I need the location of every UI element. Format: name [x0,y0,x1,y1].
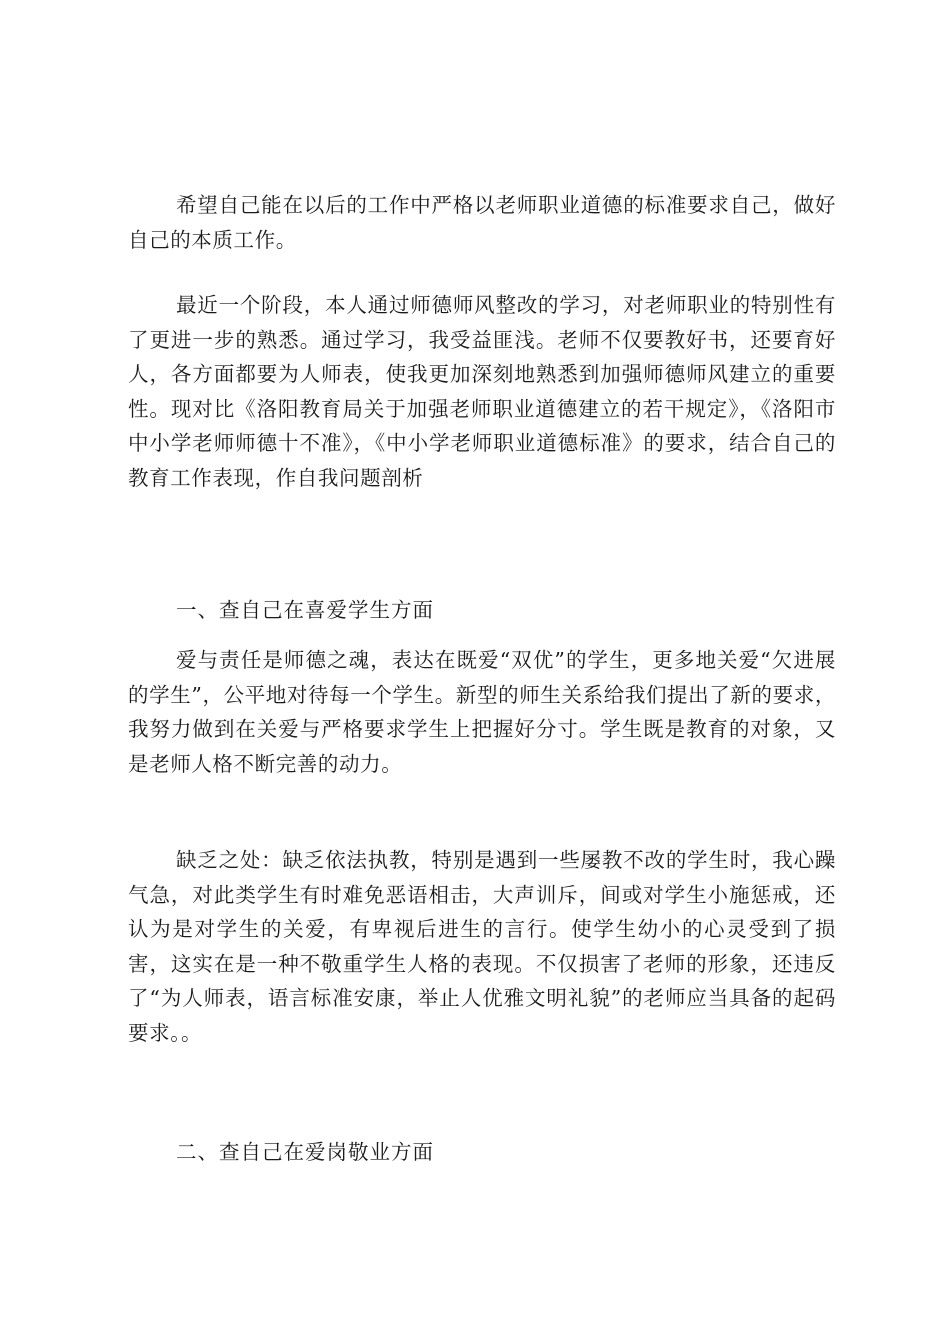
paragraph-self-expectation: 希望自己能在以后的工作中严格以老师职业道德的标准要求自己，做好自己的本质工作。 [128,193,836,252]
section-heading-dedication: 二、查自己在爱岗敬业方面 [176,1140,434,1164]
paragraph-shortcomings: 缺乏之处：缺乏依法执教，特别是遇到一些屡教不改的学生时，我心躁气急，对此类学生有时难免恶语相击，大声训斥，间或对学生小施惩戒，还认为是对学生的关爱，有卑视后进生的言行。使学生幼小的心灵受到了损害，这实在是一种不敬重学生人格的表现。不仅损害了老师的形象，还违反了“为人师表，语言标准安康，举止人优雅文明礼貌”的老师应当具备的起码要求。。 [128,848,836,1045]
section-heading-caring-students: 一、查自己在喜爱学生方面 [176,598,434,622]
paragraph-love-and-responsibility: 爱与责任是师德之魂，表达在既爱“双优”的学生，更多地关爱“欠进展的学生”，公平地对待每一个学生。新型的师生关系给我们提出了新的要求，我努力做到在关爱与严格要求学生上把握好分寸。学生既是教育的对象，又是老师人格不断完善的动力。 [128,648,836,776]
paragraph-self-analysis-intro: 最近一个阶段，本人通过师德师风整改的学习，对老师职业的特别性有了更进一步的熟悉。通过学习，我受益匪浅。老师不仅要教好书，还要育好人，各方面都要为人师表，使我更加深刻地熟悉到加强师德师风建立的重要性。现对比《洛阳教育局关于加强老师职业道德建立的若干规定》，《洛阳市中小学老师师德十不准》，《中小学老师职业道德标准》的要求，结合自己的教育工作表现，作自我问题剖析 [128,293,836,490]
